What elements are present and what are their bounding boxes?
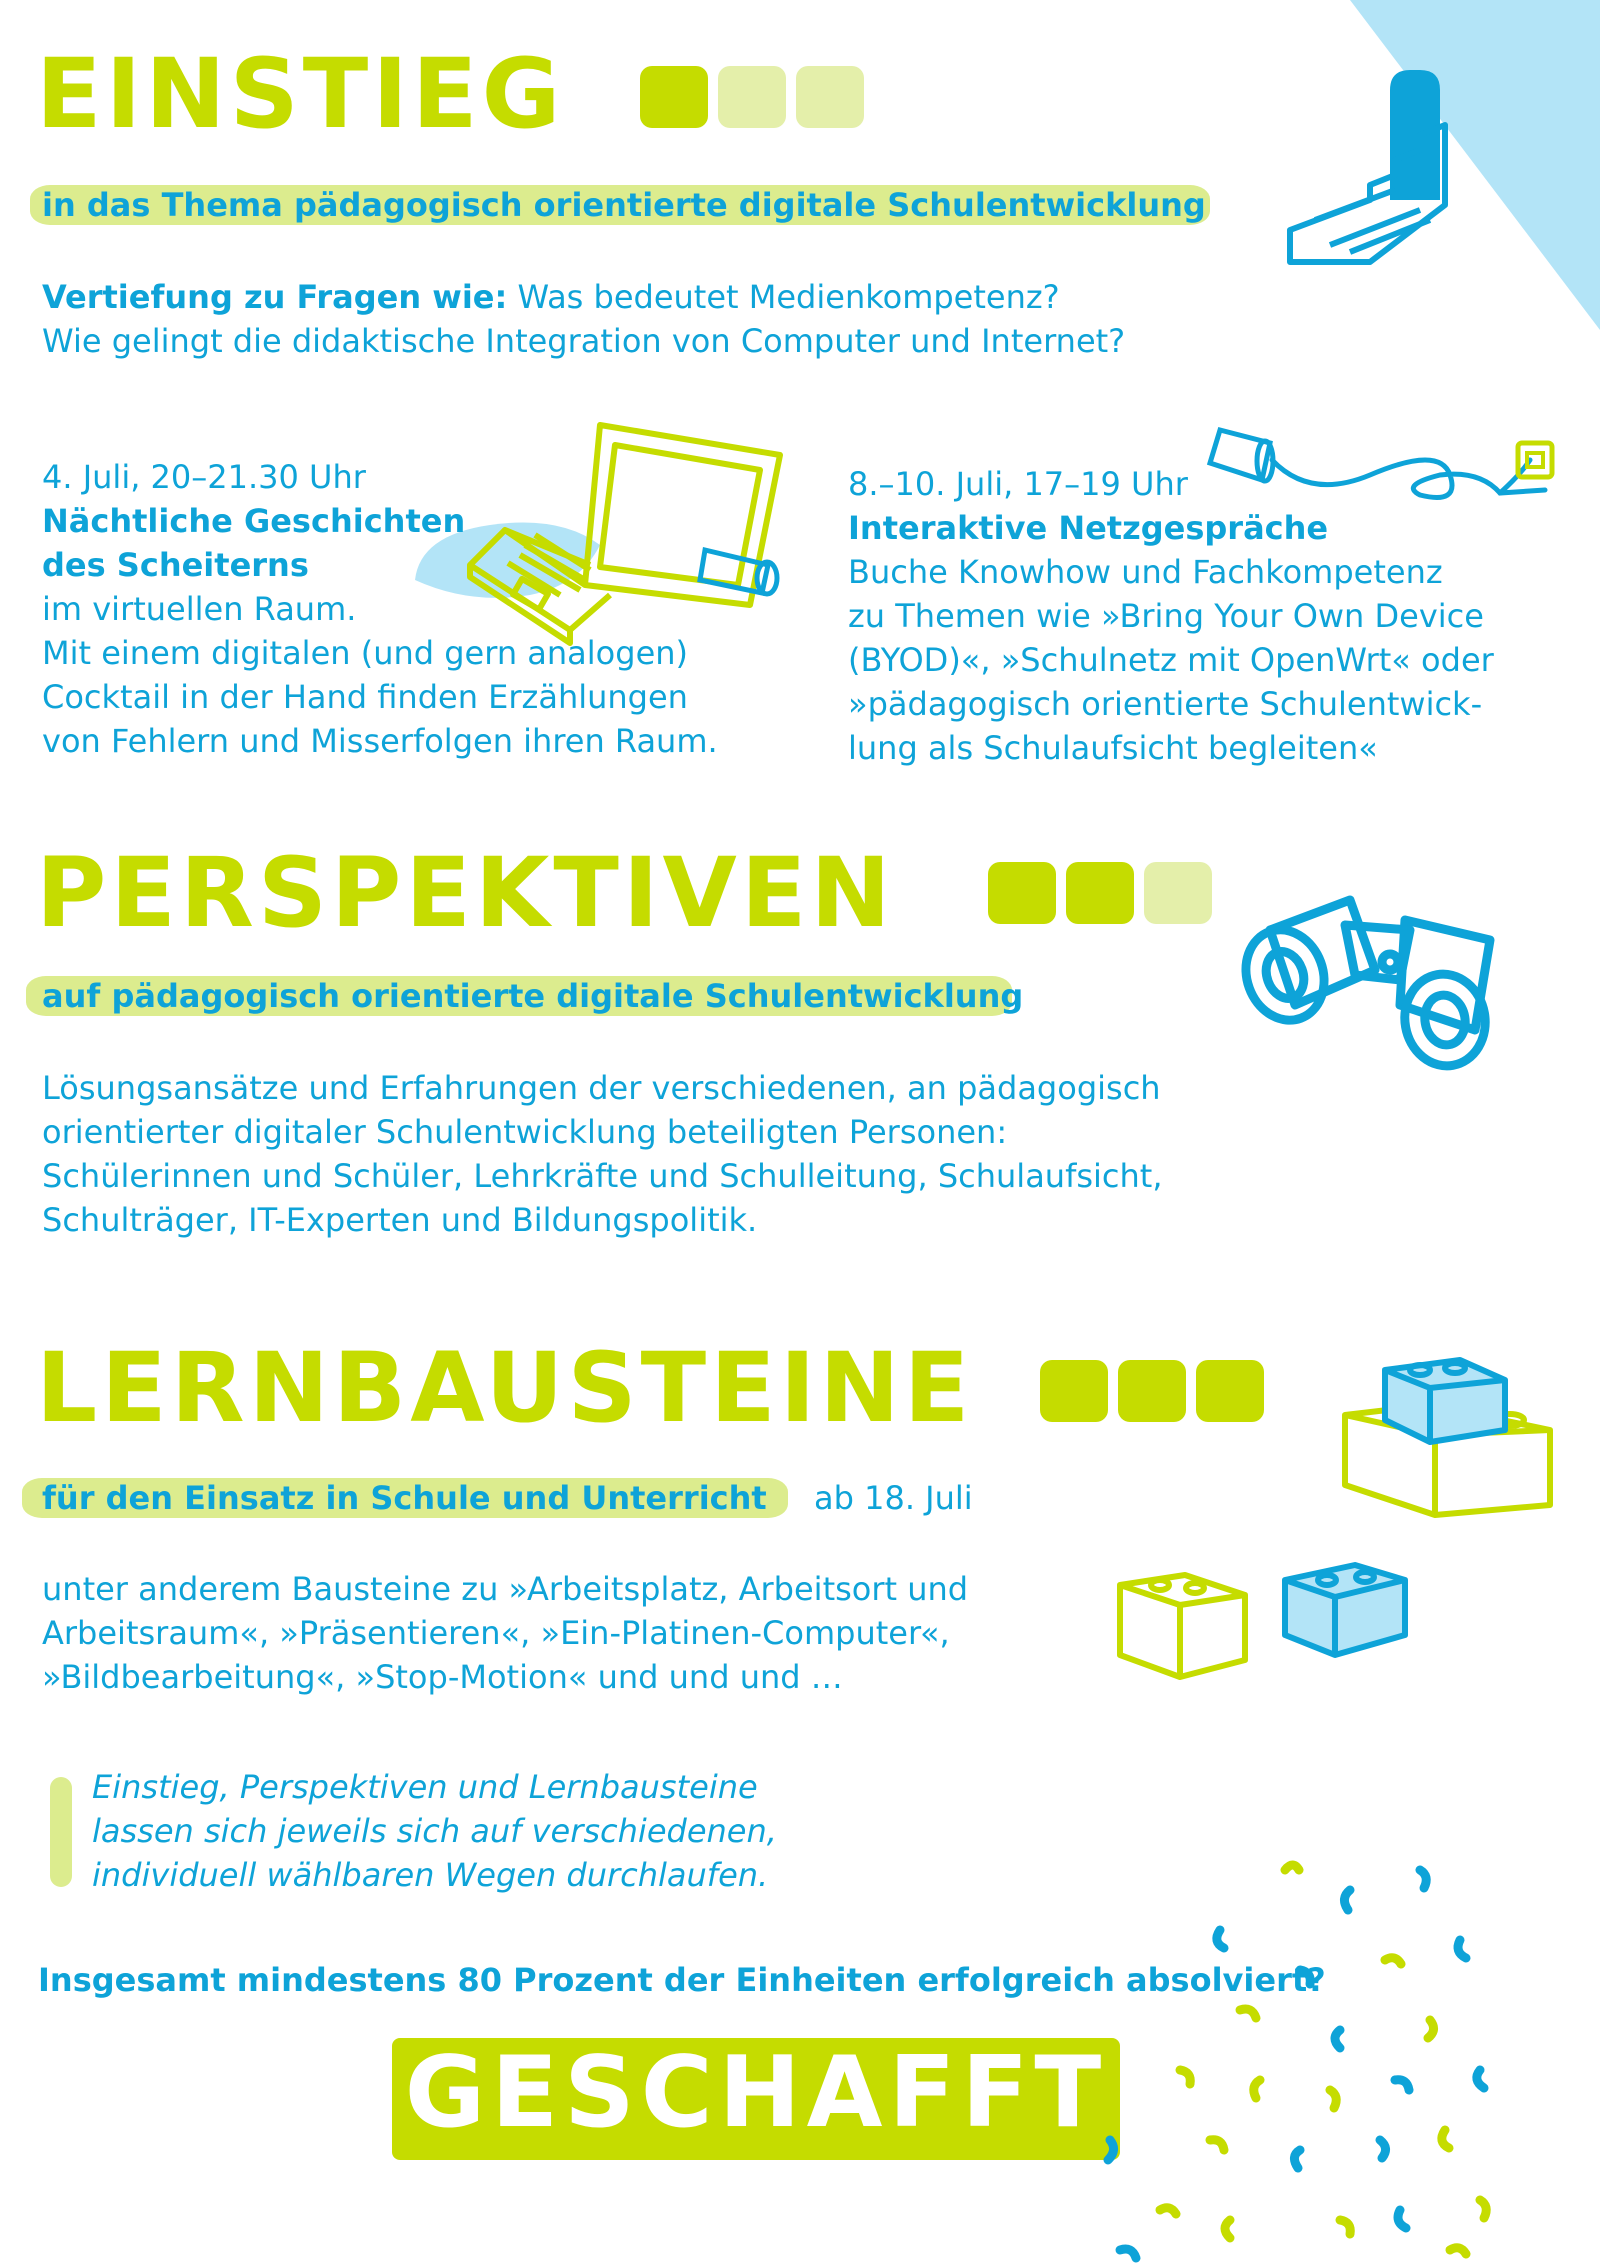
lernbausteine-body bbox=[42, 1567, 968, 1699]
section-subtitle-perspektiven: auf pädagogisch orientierte digitale Schulentwicklung bbox=[42, 977, 1024, 1015]
confetti-icon bbox=[1100, 1840, 1600, 2260]
body-line: Arbeitsraum«, »Präsentieren«, »Ein-Platinen-Computer«, bbox=[42, 1614, 950, 1652]
section-subtitle-lernbausteine: für den Einsatz in Schule und Unterricht bbox=[42, 1479, 767, 1517]
event-2-line: zu Themen wie »Bring Your Own Device bbox=[848, 597, 1484, 635]
note-line: lassen sich jeweils sich auf verschiedenen, bbox=[92, 1812, 777, 1850]
body-line: »Bildbearbeitung«, »Stop-Motion« und und und … bbox=[42, 1658, 843, 1696]
progress-block bbox=[718, 66, 786, 128]
event-1-title-1: Nächtliche Geschichten bbox=[42, 502, 466, 540]
progress-block bbox=[640, 66, 708, 128]
progress-block bbox=[1066, 862, 1134, 924]
event-1-line: Cocktail in der Hand finden Erzählungen bbox=[42, 678, 688, 716]
progress-block bbox=[1196, 1360, 1264, 1422]
section-title-einstieg: EINSTIEG bbox=[36, 38, 565, 150]
section-title-perspektiven: PERSPEKTIVEN bbox=[36, 837, 895, 949]
building-blocks-icon bbox=[1115, 1555, 1415, 1685]
stairs-door-icon bbox=[1270, 0, 1600, 330]
event-2-line: »pädagogisch orientierte Schulentwick- bbox=[848, 685, 1483, 723]
event-2-title: Interaktive Netzgespräche bbox=[848, 509, 1329, 547]
intro-bold: Vertiefung zu Fragen wie: bbox=[42, 278, 508, 316]
completion-question: Insgesamt mindestens 80 Prozent der Einheiten erfolgreich absolviert? bbox=[38, 1961, 1326, 1999]
body-line: Schülerinnen und Schüler, Lehrkräfte und Schulleitung, Schulaufsicht, bbox=[42, 1157, 1163, 1195]
event-1 bbox=[42, 455, 718, 763]
event-1-line: Mit einem digitalen (und gern analogen) bbox=[42, 634, 689, 672]
progress-block bbox=[988, 862, 1056, 924]
note bbox=[92, 1765, 777, 1897]
event-2-line: Buche Knowhow und Fachkompetenz bbox=[848, 553, 1443, 591]
progress-block bbox=[1040, 1360, 1108, 1422]
section-subtitle-einstieg: in das Thema pädagogisch orientierte digitale Schulentwicklung bbox=[42, 186, 1206, 224]
final-badge-text: GESCHAFFT bbox=[404, 2036, 1108, 2150]
note-line: individuell wählbaren Wegen durchlaufen. bbox=[92, 1856, 769, 1894]
event-2-date: 8.–10. Juli, 17–19 Uhr bbox=[848, 465, 1188, 503]
event-1-line: von Fehlern und Misserfolgen ihren Raum. bbox=[42, 722, 718, 760]
binoculars-icon bbox=[1240, 880, 1540, 1080]
intro-rest: Was bedeutet Medienkompetenz? bbox=[507, 278, 1060, 316]
body-line: unter anderem Bausteine zu »Arbeitsplatz, Arbeitsort und bbox=[42, 1570, 969, 1608]
event-2-line: lung als Schulaufsicht begleiten« bbox=[848, 729, 1378, 767]
body-line: Lösungsansätze und Erfahrungen der verschiedenen, an pädagogisch bbox=[42, 1069, 1161, 1107]
einstieg-intro bbox=[42, 275, 1125, 363]
note-accent-bar bbox=[50, 1777, 72, 1887]
lernbausteine-date: ab 18. Juli bbox=[814, 1479, 973, 1517]
progress-block bbox=[1144, 862, 1212, 924]
event-1-title-2: des Scheiterns bbox=[42, 546, 309, 584]
progress-block bbox=[796, 66, 864, 128]
building-blocks-icon bbox=[1340, 1350, 1570, 1520]
event-1-date: 4. Juli, 20–21.30 Uhr bbox=[42, 458, 366, 496]
event-1-line: im virtuellen Raum. bbox=[42, 590, 357, 628]
section-title-lernbausteine: LERNBAUSTEINE bbox=[36, 1332, 974, 1444]
perspektiven-body bbox=[42, 1066, 1163, 1242]
event-2 bbox=[848, 462, 1494, 770]
progress-block bbox=[1118, 1360, 1186, 1422]
body-line: orientierter digitaler Schulentwicklung beteiligten Personen: bbox=[42, 1113, 1008, 1151]
note-line: Einstieg, Perspektiven und Lernbausteine bbox=[92, 1768, 758, 1806]
event-2-line: (BYOD)«, »Schulnetz mit OpenWrt« oder bbox=[848, 641, 1494, 679]
intro-line-2: Wie gelingt die didaktische Integration von Computer und Internet? bbox=[42, 322, 1126, 360]
body-line: Schulträger, IT-Experten und Bildungspolitik. bbox=[42, 1201, 758, 1239]
